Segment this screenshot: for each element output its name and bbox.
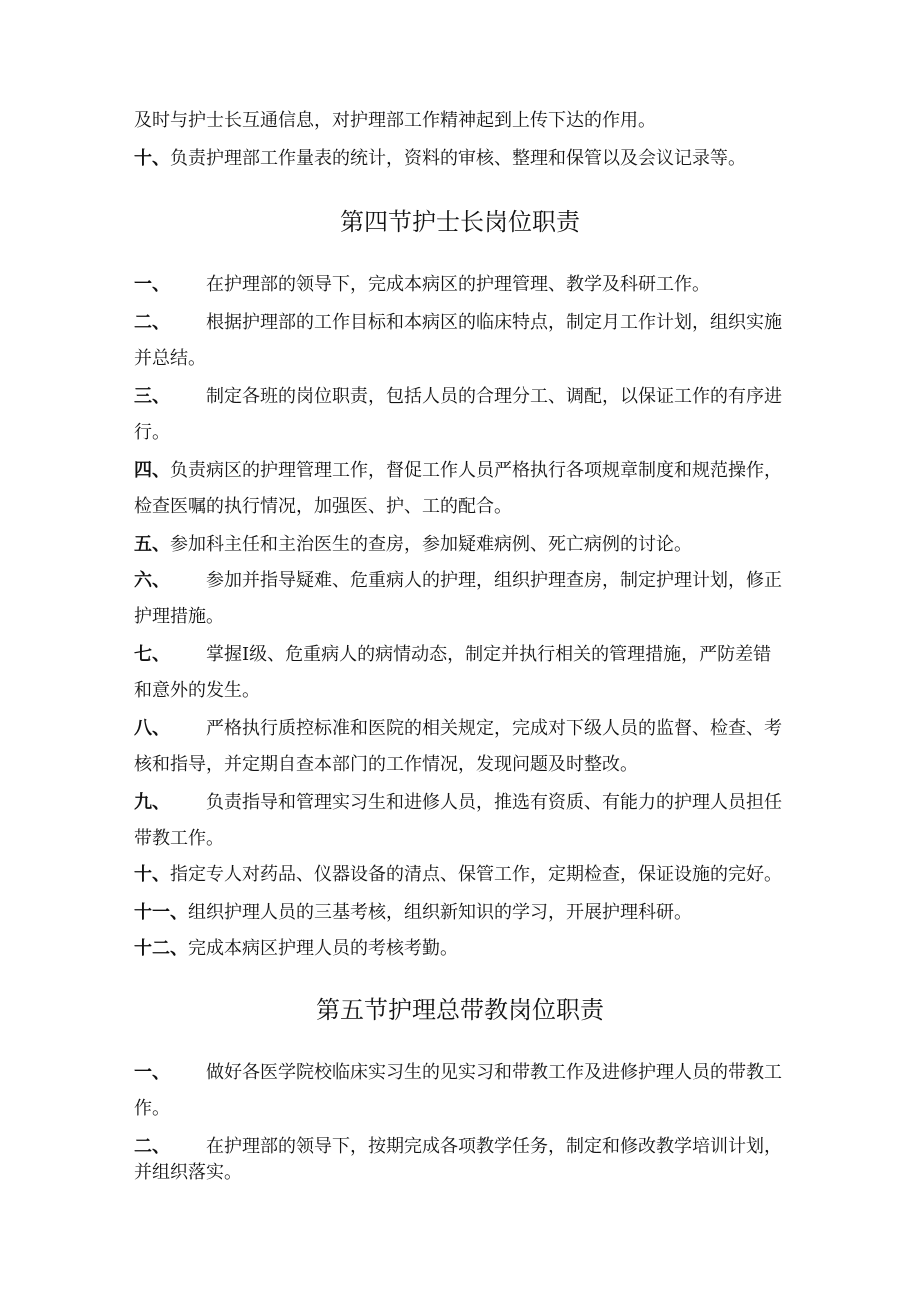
paragraph-line — [134, 828, 804, 850]
line-text: 核和指导，并定期自查本部门的工作情况，发现问题及时整改。 — [134, 754, 638, 775]
item-number: 三、 — [134, 386, 170, 407]
line-text: 及时与护士长互通信息，对护理部工作精神起到上传下达的作用。 — [134, 110, 656, 131]
line-text: 作。 — [134, 1098, 170, 1119]
item-number: 九、 — [134, 792, 170, 813]
line-text: 指定专人对药品、仪器设备的清点、保管工作，定期检查，保证设施的完好。 — [170, 864, 782, 885]
section-heading: 第四节护士长岗位职责 — [340, 208, 580, 236]
line-text: 负责护理部工作量表的统计，资料的审核、整理和保管以及会议记录等。 — [170, 148, 746, 169]
paragraph-line — [134, 1062, 804, 1084]
paragraph-line — [134, 938, 804, 960]
paragraph-line — [134, 460, 804, 482]
line-text: 制定各班的岗位职责，包括人员的合理分工、调配，以保证工作的有序进 — [206, 386, 782, 407]
line-text: 并总结。 — [134, 348, 206, 369]
paragraph-line — [134, 148, 804, 170]
paragraph-line — [134, 754, 804, 776]
line-text: 负责指导和管理实习生和进修人员，推选有资质、有能力的护理人员担任 — [206, 792, 782, 813]
line-text: 在护理部的领导下，完成本病区的护理管理、教学及科研工作。 — [206, 274, 710, 295]
paragraph-line — [134, 496, 804, 518]
paragraph-line — [134, 864, 804, 886]
line-text: 完成本病区护理人员的考核考勤。 — [188, 938, 458, 959]
line-text: 负责病区的护理管理工作，督促工作人员严格执行各项规章制度和规范操作， — [170, 460, 782, 481]
item-number: 一、 — [134, 1062, 170, 1083]
item-number: 二、 — [134, 312, 170, 333]
paragraph-line — [134, 606, 804, 628]
line-text: 参加科主任和主治医生的查房，参加疑难病例、死亡病例的讨论。 — [170, 534, 692, 555]
paragraph-line — [134, 110, 804, 132]
line-text: 根据护理部的工作目标和本病区的临床特点，制定月工作计划，组织实施 — [206, 312, 782, 333]
paragraph-line — [134, 902, 804, 924]
paragraph-line — [134, 792, 804, 814]
paragraph-line — [134, 312, 804, 334]
paragraph-line — [134, 422, 804, 444]
paragraph-line — [134, 1136, 804, 1158]
line-text: 检查医嘱的执行情况，加强医、护、工的配合。 — [134, 496, 512, 517]
paragraph-line — [134, 386, 804, 408]
item-number: 十二、 — [134, 938, 188, 959]
item-number: 十一、 — [134, 902, 188, 923]
line-text: 带教工作。 — [134, 828, 224, 849]
section-heading: 第五节护理总带教岗位职责 — [316, 996, 604, 1024]
line-text: 严格执行质控标准和医院的相关规定，完成对下级人员的监督、检查、考 — [206, 718, 782, 739]
line-text: 行。 — [134, 422, 170, 443]
paragraph-line — [134, 1162, 804, 1184]
item-number: 十、 — [134, 148, 170, 169]
paragraph-line — [134, 680, 804, 702]
item-number: 五、 — [134, 534, 170, 555]
item-number: 四、 — [134, 460, 170, 481]
paragraph-line — [134, 718, 804, 740]
paragraph-line — [134, 348, 804, 370]
line-text: 组织护理人员的三基考核，组织新知识的学习，开展护理科研。 — [188, 902, 692, 923]
line-text: 掌握Ⅰ级、危重病人的病情动态，制定并执行相关的管理措施，严防差错 — [206, 644, 772, 665]
paragraph-line — [134, 534, 804, 556]
line-text: 并组织落实。 — [134, 1162, 242, 1183]
item-number: 六、 — [134, 570, 170, 591]
line-text: 在护理部的领导下，按期完成各项教学任务，制定和修改教学培训计划， — [206, 1136, 782, 1157]
paragraph-line — [134, 274, 804, 296]
item-number: 七、 — [134, 644, 170, 665]
item-number: 一、 — [134, 274, 170, 295]
line-text: 护理措施。 — [134, 606, 224, 627]
line-text: 参加并指导疑难、危重病人的护理，组织护理查房，制定护理计划，修正 — [206, 570, 782, 591]
line-text: 做好各医学院校临床实习生的见实习和带教工作及进修护理人员的带教工 — [206, 1062, 782, 1083]
line-text: 和意外的发生。 — [134, 680, 260, 701]
item-number: 二、 — [134, 1136, 170, 1157]
item-number: 十、 — [134, 864, 170, 885]
paragraph-line — [134, 1098, 804, 1120]
item-number: 八、 — [134, 718, 170, 739]
paragraph-line — [134, 644, 804, 666]
paragraph-line — [134, 570, 804, 592]
